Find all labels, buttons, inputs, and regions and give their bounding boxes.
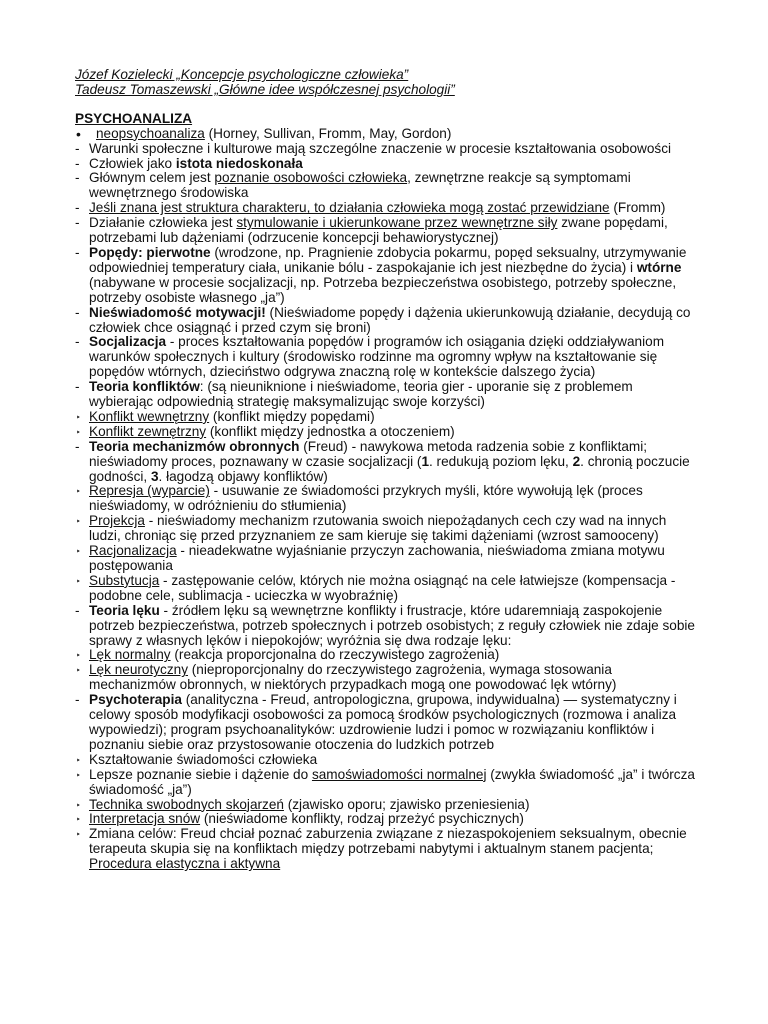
list-item <box>75 216 695 246</box>
bullet-marker: - <box>75 140 80 156</box>
list-item-text <box>89 826 687 871</box>
list-item-text <box>89 409 375 424</box>
bullet-marker: ‣ <box>76 800 81 810</box>
text-segment: Lęk neurotyczny <box>89 662 188 678</box>
text-segment: 2 <box>572 453 581 469</box>
list-item-text <box>89 752 317 767</box>
list-item-text <box>89 156 303 171</box>
list-item-text <box>89 439 690 484</box>
text-segment: poznanie osobowości człowieka <box>214 170 408 186</box>
bullet-marker: - <box>75 602 80 618</box>
list-item <box>75 604 695 649</box>
bullet-marker: ‣ <box>76 666 81 676</box>
list-item <box>75 171 695 201</box>
text-segment: samoświadomości normalnej <box>311 766 487 782</box>
text-segment: Jeśli znana jest struktura charakteru, to działania człowieka mogą zostać przewidziane <box>89 200 610 216</box>
text-segment: stymulowanie i ukierunkowane przez wewnętrzne siły <box>236 215 558 231</box>
text-segment: Technika swobodnych skojarzeń <box>89 796 284 812</box>
text-segment: Socjalizacja <box>89 334 167 350</box>
text-segment: (zjawisko oporu; zjawisko przeniesienia) <box>283 796 530 812</box>
text-segment: Substytucja <box>89 572 160 588</box>
text-segment: Głównym celem jest <box>89 170 215 186</box>
text-segment: Teoria lęku <box>89 602 160 618</box>
list-item-text <box>89 647 499 662</box>
list-item-text <box>89 126 451 141</box>
text-segment: Popędy: pierwotne <box>89 244 211 260</box>
list-item <box>75 425 695 440</box>
text-segment: zwane popędami, potrzebami lub dążeniami (odrzucenie koncepcji behawiorystycznej) <box>89 215 668 246</box>
bullet-marker: - <box>75 379 80 395</box>
bullet-marker: ‣ <box>76 576 81 586</box>
list-item-text <box>89 603 695 648</box>
list-item-text <box>89 513 666 543</box>
text-segment: (Freud) - nawykowa metoda radzenia sobie z konfliktami; nieświadomy proces, poznawany w czasie socjalizacji ( <box>89 438 648 469</box>
document-page <box>75 68 695 872</box>
list-item-text <box>89 811 524 826</box>
list-item-text <box>89 141 671 156</box>
bullet-marker: - <box>75 170 80 186</box>
list-item-text <box>89 767 695 797</box>
text-segment: (reakcja proporcjonalna do rzeczywistego zagrożenia) <box>170 647 500 663</box>
list-item <box>75 753 695 768</box>
bullet-marker: ‣ <box>76 755 81 765</box>
bullet-marker: - <box>75 692 80 708</box>
text-segment: . chronią poczucie godności, <box>89 453 690 484</box>
text-segment: . redukują poziom lęku, <box>429 453 573 469</box>
list-item <box>75 246 695 306</box>
list-item <box>75 335 695 380</box>
text-segment: (Horney, Sullivan, Fromm, May, Gordon) <box>204 125 452 141</box>
list-item-text <box>89 424 455 439</box>
bullet-marker: ‣ <box>76 427 81 437</box>
text-segment: Psychoterapia <box>89 692 182 708</box>
text-segment: Represja (wyparcie) <box>89 483 210 499</box>
text-segment: Konflikt zewnętrzny <box>89 423 207 439</box>
text-segment: wtórne <box>636 259 682 275</box>
list-item-text <box>89 543 665 573</box>
bullet-marker: ‣ <box>76 487 81 497</box>
list-item <box>75 201 695 216</box>
list-item-text <box>89 692 677 752</box>
list-item-text <box>89 245 686 305</box>
text-segment: Człowiek jako <box>89 155 176 171</box>
list-item <box>75 440 695 485</box>
text-segment: Konflikt wewnętrzny <box>89 408 210 424</box>
text-segment: . łagodzą objawy konfliktów) <box>158 468 328 484</box>
bullet-marker: ‣ <box>76 547 81 557</box>
list-item <box>75 484 695 514</box>
text-segment: neopsychoanaliza <box>96 125 205 141</box>
text-segment: (nabywane w procesie socjalizacji, np. Potrzeba bezpieczeństwa osobistego, potrzeby społeczne, potrzeby osobiste własnego „ja”) <box>89 274 677 305</box>
list-item <box>75 514 695 544</box>
notes-list <box>75 127 695 872</box>
bullet-marker: - <box>75 438 80 454</box>
text-segment: : (są nieuniknione i nieświadome, teoria gier - uporanie się z problemem wybierając odpowiednią strategię maksymalizując swoje korzyści) <box>89 379 633 410</box>
text-segment: , zewnętrzne reakcje są symptomami wewnętrznego środowiska <box>89 170 631 201</box>
list-item <box>75 380 695 410</box>
reference-tomaszewski: Tadeusz Tomaszewski „Główne idee współczesnej psychologii” <box>75 81 455 97</box>
list-item <box>75 648 695 663</box>
bullet-marker: - <box>75 155 80 171</box>
text-segment: (nieświadome konflikty, rodzaj przeżyć psychicznych) <box>200 811 524 827</box>
bullet-marker: ‣ <box>76 412 81 422</box>
text-segment: - usuwanie ze świadomości przykrych myśli, które wywołują lęk (proces nieświadomy, w odróżnieniu do stłumienia) <box>89 483 643 514</box>
text-segment: Interpretacja snów <box>89 811 201 827</box>
text-segment: Warunki społeczne i kulturowe mają szczególne znaczenie w procesie kształtowania osobowości <box>89 140 672 156</box>
text-segment: - źródłem lęku są wewnętrzne konflikty i frustracje, które udaremniają zaspokojenie potrzeb bezpieczeństwa, potrzeb społecznych i potrzeb osobistych; z reguły człowiek nie zdaje sobie sprawy z własnych lęków i niepokojów; wyróżnia się dwa rodzaje lęku: <box>89 602 695 648</box>
text-segment: (analityczna - Freud, antropologiczna, grupowa, indywidualna) — systematyczny i celowy sposób modyfikacji osobowości za pomocą środków psychologicznych (rozmowa i analiza wypowiedzi); program psychoanalityków: uzdrowienie ludzi i pomoc w rozwiązaniu konfliktów i poznaniu siebie oraz przystosowanie otoczenia do ludzkich potrzeb <box>89 692 677 752</box>
list-item-text <box>89 483 643 513</box>
text-segment: - zastępowanie celów, których nie można osiągnąć na cele łatwiejsze (kompensacja - podobne cele, sublimacja - ucieczka w wyobraźnię) <box>89 572 676 603</box>
text-segment: - nieświadomy mechanizm rzutowania swoich niepożądanych cech czy wad na innych ludzi, chroniąc się przed przyznaniem ze sam kieruje się takimi dążeniami (wzrost samooceny) <box>89 513 667 544</box>
list-item <box>75 127 695 142</box>
text-segment: (konflikt między popędami) <box>209 408 375 424</box>
list-item-text <box>89 334 664 379</box>
text-segment: Teoria konfliktów <box>89 379 200 395</box>
list-item-text <box>89 170 631 200</box>
text-segment: istota niedoskonała <box>175 155 303 171</box>
text-segment: Lęk normalny <box>89 647 171 663</box>
bullet-marker: - <box>75 200 80 216</box>
bullet-marker: • <box>76 125 81 142</box>
text-segment: 1 <box>421 453 429 469</box>
text-segment: Teoria mechanizmów obronnych <box>89 438 300 454</box>
list-item <box>75 693 695 753</box>
list-item <box>75 768 695 798</box>
reference-kozielecki: Józef Kozielecki „Koncepcje psychologiczne człowieka” <box>75 67 409 82</box>
text-segment: Projekcja <box>89 513 145 529</box>
list-item-text <box>89 797 530 812</box>
text-segment: - proces kształtowania popędów i programów ich osiągania dzięki oddziaływaniom warunków społecznych i kultury (środowisko rodzinne ma ogromny wpływ na kształtowanie się popędów wtórnych, dzieciństwo odgrywa znaczną rolę w kontekście dalszego życia) <box>89 334 665 380</box>
bullet-marker: ‣ <box>76 830 81 840</box>
text-segment: Nieświadomość motywacji! <box>89 304 266 320</box>
text-segment: Działanie człowieka jest <box>89 215 237 231</box>
bullet-marker: - <box>75 334 80 350</box>
list-item-text <box>89 662 616 692</box>
bullet-marker: - <box>75 244 80 260</box>
text-segment: (nieproporcjonalny do rzeczywistego zagrożenia, wymaga stosowania mechanizmów obronnych, w niektórych przypadkach mogą one powodować lęk wtórny) <box>89 662 617 693</box>
text-segment: (Nieświadome popędy i dążenia ukierunkowują działanie, decydują co człowiek chce osiągnąć i przed czym się broni) <box>89 304 691 335</box>
list-item <box>75 798 695 813</box>
list-item <box>75 306 695 336</box>
bullet-marker: - <box>75 215 80 231</box>
text-segment: Lepsze poznanie siebie i dążenie do <box>89 766 312 782</box>
list-item-text <box>89 200 665 215</box>
list-item-text <box>89 379 633 409</box>
list-item <box>75 544 695 574</box>
section-title: PSYCHOANALIZA <box>75 110 193 126</box>
text-segment: (wrodzone, np. Pragnienie zdobycia pokarmu, popęd seksualny, utrzymywanie odpowiedniej temperatury ciała, unikanie bólu - zaspokajanie ich jest niezbędne do życia) i <box>89 244 687 275</box>
list-item <box>75 157 695 172</box>
bullet-marker: ‣ <box>76 517 81 527</box>
bullet-marker: ‣ <box>76 770 81 780</box>
bullet-marker: - <box>75 304 80 320</box>
text-segment: Zmiana celów: Freud chciał poznać zaburzenia związane z niezaspokojeniem seksualnym, obecnie terapeuta skupia się na konfliktach między potrzebami nabytymi i aktualnym stanem pacjenta; <box>89 826 687 857</box>
text-segment: (Fromm) <box>609 200 666 216</box>
list-item <box>75 663 695 693</box>
list-item-text <box>89 215 668 245</box>
text-segment: 3 <box>150 468 159 484</box>
text-segment: - nieadekwatne wyjaśnianie przyczyn zachowania, nieświadoma zmiana motywu postępowania <box>89 543 665 573</box>
bullet-marker: ‣ <box>76 651 81 661</box>
text-segment: (zwykła świadomość „ja” i twórcza świadomość „ja”) <box>89 766 695 797</box>
bullet-marker: ‣ <box>76 815 81 825</box>
list-item-text <box>89 305 690 335</box>
list-item <box>75 574 695 604</box>
text-segment: Procedura elastyczna i aktywna <box>89 856 281 872</box>
text-segment: (konflikt między jednostka a otoczeniem) <box>206 423 455 439</box>
list-item <box>75 812 695 827</box>
list-item <box>75 827 695 872</box>
list-item <box>75 142 695 157</box>
list-item <box>75 410 695 425</box>
text-segment: Racjonalizacja <box>89 543 177 559</box>
list-item-text <box>89 573 675 603</box>
text-segment: Kształtowanie świadomości człowieka <box>89 751 318 767</box>
